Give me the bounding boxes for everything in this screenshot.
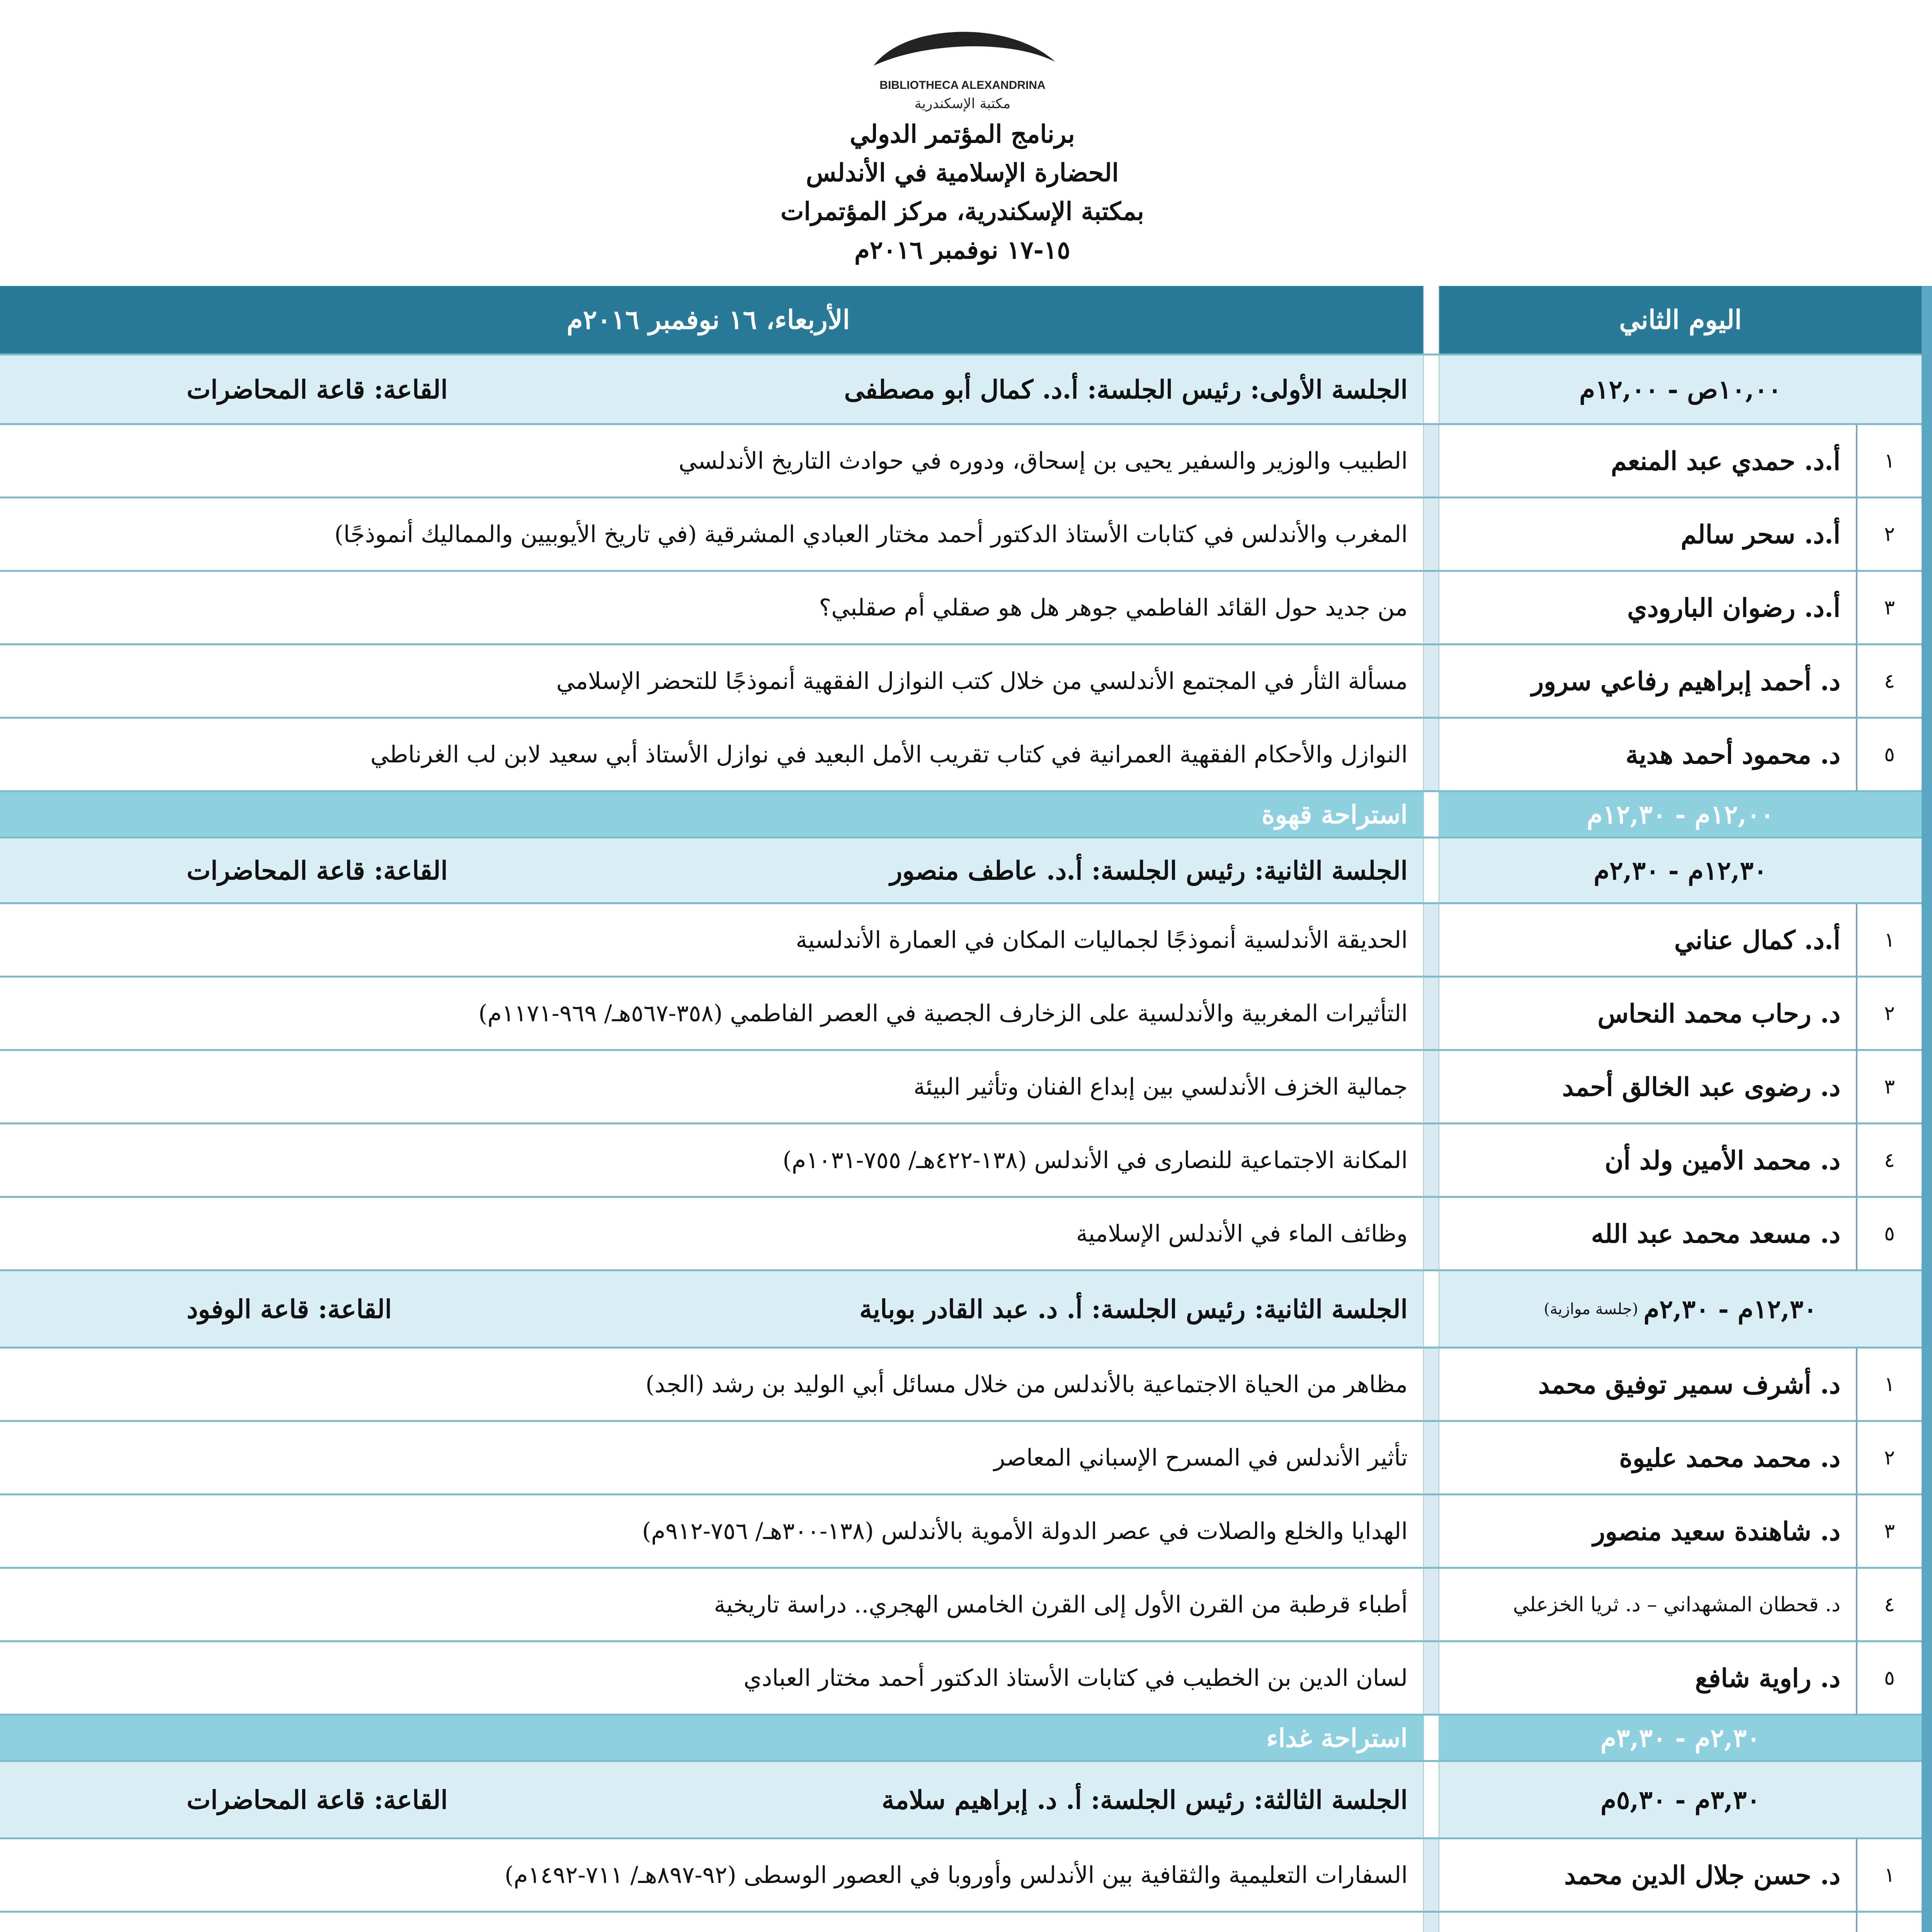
session-header-row <box>0 1762 1922 1839</box>
paper-number: ٢ <box>1856 1422 1922 1495</box>
speaker-name: د. رضوى عبد الخالق أحمد <box>1439 1051 1856 1124</box>
parallel-session-header-row <box>0 1271 1922 1349</box>
paper-row <box>0 1124 1922 1198</box>
conference-subject: الحضارة الإسلامية في الأندلس <box>806 158 1119 187</box>
paper-row <box>0 1839 1922 1913</box>
paper-row <box>0 572 1922 645</box>
paper-number: ٣ <box>1856 1051 1922 1124</box>
speaker-name: أ.د. حمدي عبد المنعم <box>1439 425 1856 498</box>
speaker-name: د. أشرف سمير توفيق محمد <box>1439 1349 1856 1422</box>
break-time: ١٢,٠٠م - ١٢,٣٠م <box>1439 792 1922 838</box>
speaker-name <box>1439 1913 1856 1932</box>
break-row <box>0 792 1922 838</box>
paper-number: ٥ <box>1856 1642 1922 1716</box>
paper-number: ٣ <box>1856 1495 1922 1569</box>
paper-title: الحديقة الأندلسية أنموذجًا لجماليات المكان في العمارة الأندلسية <box>0 904 1423 978</box>
day-header-row <box>0 286 1922 355</box>
table-edge-border <box>1922 286 1932 1932</box>
paper-title: وظائف الماء في الأندلس الإسلامية <box>0 1198 1423 1271</box>
session-time: ٣,٣٠م - ٥,٣٠م <box>1439 1762 1922 1839</box>
session-title: الجلسة الثانية: رئيس الجلسة: أ. د. عبد القادر بوباية <box>859 1294 1408 1324</box>
paper-title: الطبيب والوزير والسفير يحيى بن إسحاق، ودوره في حوادث التاريخ الأندلسي <box>0 425 1423 498</box>
paper-row <box>0 1349 1922 1422</box>
paper-title: أطباء قرطبة من القرن الأول إلى القرن الخامس الهجري.. دراسة تاريخية <box>0 1569 1423 1642</box>
paper-row <box>0 645 1922 719</box>
session-time: ١٠,٠٠ص - ١٢,٠٠م <box>1439 355 1922 425</box>
paper-number: ٤ <box>1856 645 1922 719</box>
speaker-name: أ.د. سحر سالم <box>1439 498 1856 572</box>
break-time: ٢,٣٠م - ٣,٣٠م <box>1439 1716 1922 1762</box>
speaker-name: د. قحطان المشهداني – د. ثريا الخزعلي <box>1439 1569 1856 1642</box>
speaker-name: د. محمود أحمد هدية <box>1439 719 1856 792</box>
bibliotheca-alexandrina-logo <box>827 12 1098 116</box>
paper-number: ٢ <box>1856 978 1922 1051</box>
paper-row <box>0 1642 1922 1716</box>
paper-row <box>0 1913 1922 1932</box>
paper-number: ٥ <box>1856 719 1922 792</box>
session-title: الجلسة الأولى: رئيس الجلسة: أ.د. كمال أبو مصطفى <box>844 374 1408 405</box>
session-hall: القاعة: قاعة المحاضرات <box>187 855 448 886</box>
speaker-name: أ.د. رضوان البارودي <box>1439 572 1856 645</box>
program-table <box>0 286 1932 1932</box>
session-hall: القاعة: قاعة الوفود <box>187 1294 392 1324</box>
paper-title: جمالية الخزف الأندلسي بين إبداع الفنان وتأثير البيئة <box>0 1051 1423 1124</box>
speaker-name: د. شاهندة سعيد منصور <box>1439 1495 1856 1569</box>
paper-title: مظاهر من الحياة الاجتماعية بالأندلس من خلال مسائل أبي الوليد بن رشد (الجد) <box>0 1349 1423 1422</box>
speaker-name: د. محمد محمد عليوة <box>1439 1422 1856 1495</box>
paper-title: مسألة الثأر في المجتمع الأندلسي من خلال كتب النوازل الفقهية أنموذجًا للتحضر الإسلامي <box>0 645 1423 719</box>
paper-row <box>0 1495 1922 1569</box>
paper-number: ١ <box>1856 904 1922 978</box>
speaker-name: د. رحاب محمد النحاس <box>1439 978 1856 1051</box>
session-header-row <box>0 838 1922 904</box>
session-time: ١٢,٣٠م - ٢,٣٠م <box>1439 838 1922 904</box>
paper-row <box>0 1569 1922 1642</box>
speaker-name: د. أحمد إبراهيم رفاعي سرور <box>1439 645 1856 719</box>
paper-title: التأثيرات المغربية والأندلسية على الزخارف الجصية في العصر الفاطمي (٣٥٨-٥٦٧هـ/ ٩٦٩-١١٧١م) <box>0 978 1423 1051</box>
speaker-name: د. مسعد محمد عبد الله <box>1439 1198 1856 1271</box>
paper-number: ٥ <box>1856 1198 1922 1271</box>
paper-row <box>0 978 1922 1051</box>
paper-title: المكانة الاجتماعية للنصارى في الأندلس (١٣٨-٤٢٢هـ/ ٧٥٥-١٠٣١م) <box>0 1124 1423 1198</box>
paper-number <box>1856 1913 1922 1932</box>
document-header <box>0 0 1932 286</box>
paper-title: لسان الدين بن الخطيب في كتابات الأستاذ الدكتور أحمد مختار العبادي <box>0 1642 1423 1716</box>
paper-title: السفارات التعليمية والثقافية بين الأندلس وأوروبا في العصور الوسطى (٩٢-٨٩٧هـ/ ٧١١-١٤٩٢م) <box>0 1839 1423 1913</box>
paper-row <box>0 1051 1922 1124</box>
paper-title: الهدايا والخلع والصلات في عصر الدولة الأموية بالأندلس (١٣٨-٣٠٠هـ/ ٧٥٦-٩١٢م) <box>0 1495 1423 1569</box>
day-date: الأربعاء، ١٦ نوفمبر ٢٠١٦م <box>0 286 1423 355</box>
break-row <box>0 1716 1922 1762</box>
speaker-name: د. راوية شافع <box>1439 1642 1856 1716</box>
paper-row <box>0 904 1922 978</box>
paper-number: ٣ <box>1856 572 1922 645</box>
paper-number: ٢ <box>1856 498 1922 572</box>
break-label: استراحة غداء <box>0 1716 1423 1762</box>
speaker-name: أ.د. كمال عناني <box>1439 904 1856 978</box>
paper-row <box>0 1198 1922 1271</box>
break-label: استراحة قهوة <box>0 792 1423 838</box>
paper-number: ٤ <box>1856 1124 1922 1198</box>
day-label: اليوم الثاني <box>1439 286 1922 355</box>
parallel-session-note: (جلسة موازية) <box>1544 1300 1638 1318</box>
session-hall: القاعة: قاعة المحاضرات <box>187 374 448 405</box>
paper-title: النوازل والأحكام الفقهية العمرانية في كتاب تقريب الأمل البعيد في نوازل الأستاذ أبي سعيد لابن لب الغرناطي <box>0 719 1423 792</box>
speaker-name: د. محمد الأمين ولد أن <box>1439 1124 1856 1198</box>
paper-title <box>0 1913 1423 1932</box>
paper-row <box>0 498 1922 572</box>
paper-row <box>0 425 1922 498</box>
paper-row <box>0 719 1922 792</box>
paper-title: تأثير الأندلس في المسرح الإسباني المعاصر <box>0 1422 1423 1495</box>
paper-number: ٤ <box>1856 1569 1922 1642</box>
paper-title: من جديد حول القائد الفاطمي جوهر هل هو صقلي أم صقلبي؟ <box>0 572 1423 645</box>
session-header-row <box>0 355 1922 425</box>
speaker-name: د. حسن جلال الدين محمد <box>1439 1839 1856 1913</box>
paper-number: ١ <box>1856 425 1922 498</box>
session-time: ١٢,٣٠م - ٢,٣٠م <box>1643 1294 1817 1324</box>
conference-dates: ١٥-١٧ نوفمبر ٢٠١٦م <box>854 236 1070 265</box>
logo-arabic-text: مكتبة الإسكندرية <box>914 96 1011 112</box>
paper-number: ١ <box>1856 1349 1922 1422</box>
paper-number: ١ <box>1856 1839 1922 1913</box>
paper-title: المغرب والأندلس في كتابات الأستاذ الدكتور أحمد مختار العبادي المشرقية (في تاريخ الأيوبيين والمماليك أنموذجًا) <box>0 498 1423 572</box>
conference-venue: بمكتبة الإسكندرية، مركز المؤتمرات <box>781 197 1144 226</box>
session-hall: القاعة: قاعة المحاضرات <box>187 1784 448 1815</box>
session-title: الجلسة الثالثة: رئيس الجلسة: أ. د. إبراهيم سلامة <box>881 1784 1408 1815</box>
conference-program-title: برنامج المؤتمر الدولي <box>850 120 1075 149</box>
session-title: الجلسة الثانية: رئيس الجلسة: أ.د. عاطف منصور <box>890 855 1408 886</box>
logo-latin-text: BIBLIOTHECA ALEXANDRINA <box>879 79 1046 92</box>
paper-row <box>0 1422 1922 1495</box>
